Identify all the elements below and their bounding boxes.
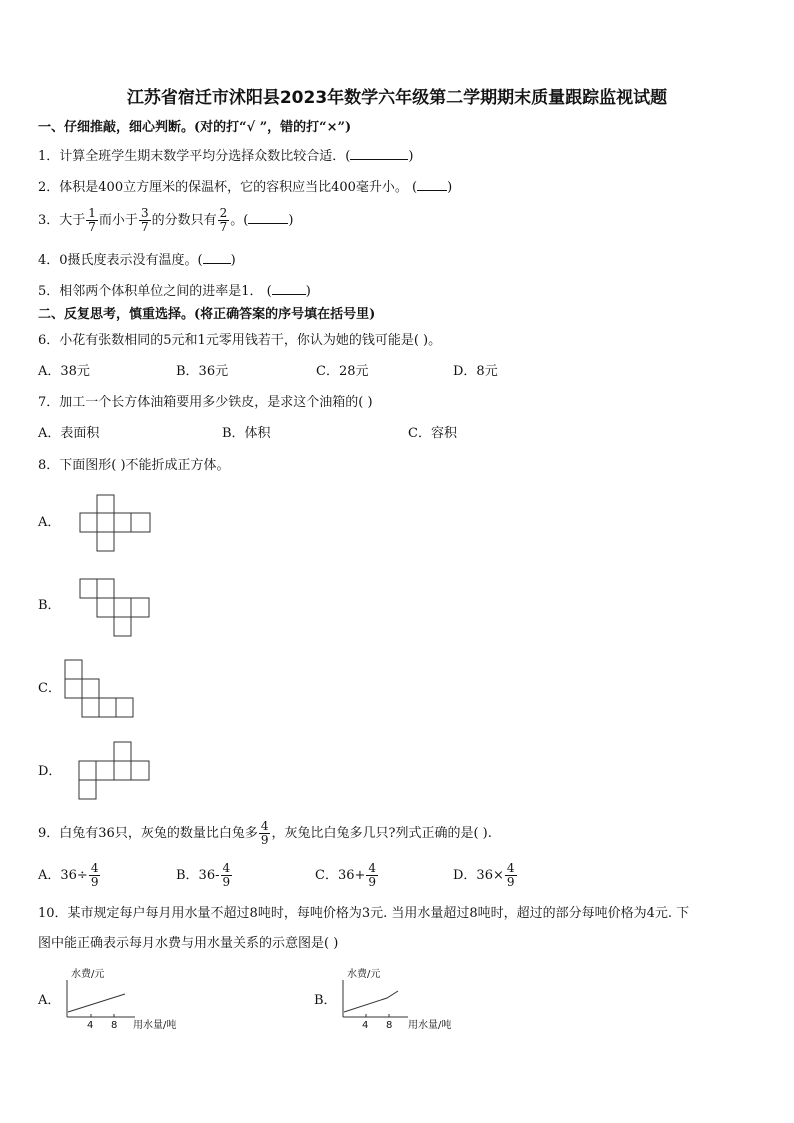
cube-net-c — [65, 660, 133, 717]
question-9-text: 9．白兔有36只，灰兔的数量比白兔多 — [38, 826, 258, 841]
option-c[interactable]: C． — [38, 681, 61, 696]
option-d[interactable]: D．36× $\frac{4}{9}$ — [453, 861, 515, 889]
question-10-line-1: 10．某市规定每户每月用水量不超过8吨时，每吨价格为3元. 当用水量超过8吨时，超过的部分每吨价格为4元. 下 — [38, 906, 690, 921]
question-10-line-2: 图中能正确表示每月水费与用水量关系的示意图是( ) — [38, 936, 339, 951]
question-3-text-mid2: 的分数只有 — [151, 213, 217, 228]
section-1-heading: 一、仔细推敲，细心判断。(对的打“√ ”，错的打“×”) — [38, 120, 352, 135]
question-8: 8．下面图形( )不能折成正方体。 — [38, 458, 230, 473]
question-6: 6．小花有张数相同的5元和1元零用钱若干，你认为她的钱可能是( )。 — [38, 333, 442, 348]
option-c[interactable]: C．容积 — [408, 426, 457, 441]
option-a[interactable]: A．表面积 — [38, 426, 100, 441]
option-d[interactable]: D．8元 — [453, 364, 498, 379]
option-b[interactable]: B． — [38, 598, 61, 613]
option-b[interactable]: B． — [314, 993, 337, 1008]
option-a[interactable]: A．36÷ $\frac{4}{9}$ — [38, 861, 99, 889]
option-b[interactable]: B．36元 — [176, 364, 229, 379]
question-7: 7．加工一个长方体油箱要用多少铁皮，是求这个油箱的( ) — [38, 395, 373, 410]
graph-a-tick-8: 8 — [111, 1020, 118, 1031]
question-2-end: ) — [447, 180, 453, 195]
graph-a-ylabel: 水费/元 — [71, 969, 105, 980]
option-b[interactable]: B．36- $\frac{4}{9}$ — [176, 861, 231, 889]
option-a[interactable]: A．38元 — [38, 364, 90, 379]
graph-a-xlabel: 用水量/吨 — [133, 1020, 177, 1031]
option-d[interactable]: D． — [38, 764, 62, 779]
question-1-end: ) — [408, 149, 414, 164]
graph-a — [67, 980, 135, 1017]
graph-b-xlabel: 用水量/吨 — [408, 1020, 452, 1031]
section-2-heading: 二、反复思考，慎重选择。(将正确答案的序号填在括号里) — [38, 307, 376, 322]
graph-b-tick-4: 4 — [362, 1020, 369, 1031]
cube-net-a — [80, 495, 150, 551]
fraction: $\frac{3}{7}$ — [140, 206, 149, 234]
question-5-end: ) — [305, 284, 311, 299]
question-4-end: ) — [230, 253, 236, 268]
question-3-text-mid: 而小于 — [98, 213, 138, 228]
page-title: 江苏省宿迁市沭阳县2023年数学六年级第二学期期末质量跟踪监视试题 — [126, 88, 668, 108]
question-4-text: 4．0摄氏度表示没有温度。( — [38, 253, 203, 268]
fraction: $\frac{2}{7}$ — [219, 206, 228, 234]
graph-b — [343, 980, 408, 1017]
question-3-text: 3．大于 — [38, 213, 86, 228]
question-3-text-post: 。( — [230, 213, 249, 228]
cube-net-d — [79, 742, 149, 799]
option-a[interactable]: A． — [38, 993, 61, 1008]
cube-net-b — [80, 579, 149, 636]
option-c[interactable]: C．36+ $\frac{4}{9}$ — [315, 861, 377, 889]
option-b[interactable]: B．体积 — [222, 426, 271, 441]
option-a[interactable]: A． — [38, 515, 61, 530]
question-1-text: 1．计算全班学生期末数学平均分选择众数比较合适．( — [38, 149, 351, 164]
option-c[interactable]: C．28元 — [316, 364, 369, 379]
question-5-text: 5．相邻两个体积单位之间的进率是1． ( — [38, 284, 272, 299]
graph-a-tick-4: 4 — [87, 1020, 94, 1031]
question-2-text: 2．体积是400立方厘米的保温杯，它的容积应当比400毫升小。 ( — [38, 180, 418, 195]
fraction: $\frac{4}{9}$ — [260, 819, 269, 847]
question-9-text-post: ，灰兔比白兔多几只?列式正确的是( ). — [271, 826, 492, 841]
graph-b-tick-8: 8 — [386, 1020, 393, 1031]
question-9 — [38, 816, 492, 852]
question-3-end: ) — [288, 213, 294, 228]
graph-b-ylabel: 水费/元 — [347, 969, 381, 980]
fraction: $\frac{1}{7}$ — [88, 206, 96, 234]
